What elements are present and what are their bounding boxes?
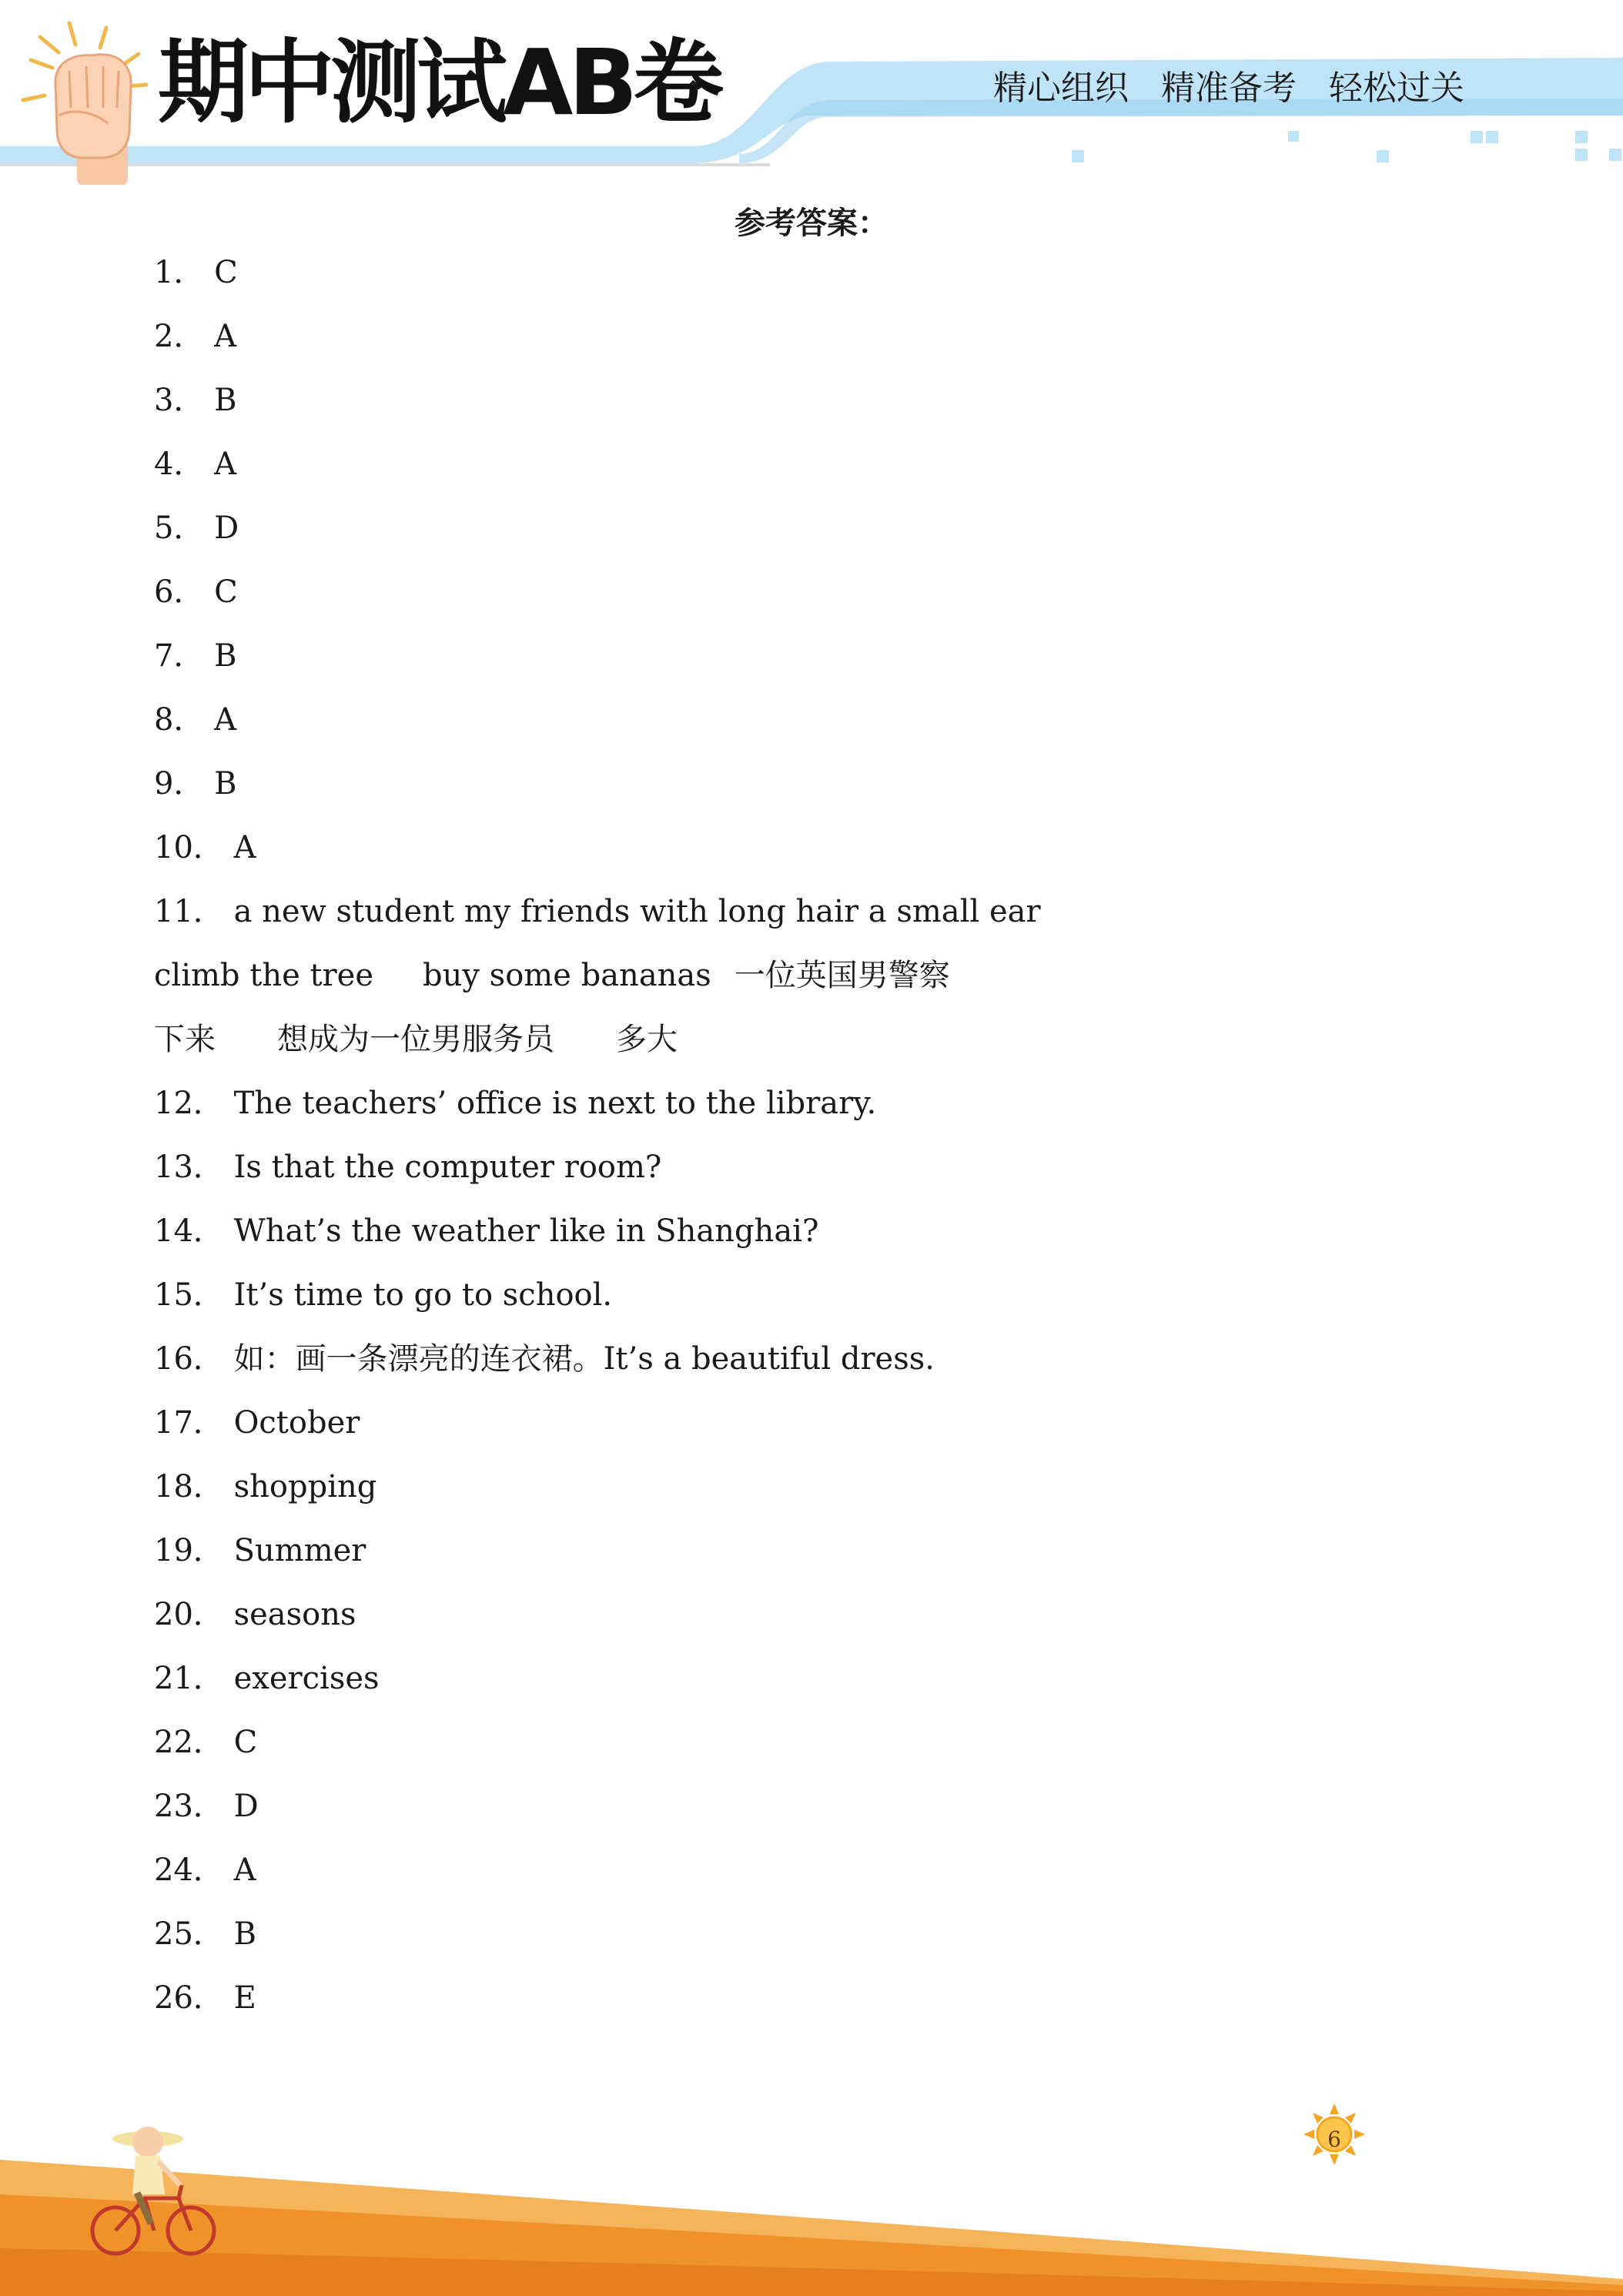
answer-item: 2． A [154,319,237,354]
answer-item: 14． What’s the weather like in Shanghai? [154,1213,819,1249]
answer-item: 21． exercises [154,1661,380,1696]
answer-item: 16． 如：画一条漂亮的连衣裙。It’s a beautiful dress. [154,1341,935,1377]
answer-item: 18． shopping [154,1469,377,1504]
answer-item: 22． C [154,1725,258,1760]
answer-item: 24． A [154,1853,256,1888]
answer-item: 25． B [154,1916,257,1952]
page-header [0,0,1623,185]
answer-item: 1． C [154,255,238,290]
footer-banner-graphic [0,2094,1623,2296]
answer-item: 5． D [154,510,239,546]
header-slogans [993,60,1497,109]
page-title: 期中测试AB卷 [158,29,720,136]
answer-phrase: buy some bananas [423,958,711,993]
slogan-2: 精准备考 [1161,69,1297,108]
answer-list [154,253,1041,2042]
answer-phrase: climb the tree [154,958,373,993]
answer-phrase: 多大 [616,1022,678,1057]
slogan-3: 轻松过关 [1329,69,1464,108]
answer-item: 15． It’s time to go to school. [154,1277,613,1313]
answer-item-continued [154,956,1041,1019]
answer-item: 13． Is that the computer room? [154,1150,662,1185]
answer-item: 20． seasons [154,1597,356,1632]
page-footer [0,2094,1623,2296]
answer-item: 11． a new student my friends with long hair a small ear [154,894,1041,929]
answer-item: 19． Summer [154,1533,366,1568]
answer-item: 8． A [154,702,237,738]
answer-phrase: 一位英国男警察 [734,958,950,993]
answer-item: 17． October [154,1405,360,1441]
answer-item: 4． A [154,447,237,482]
answer-item: 7． B [154,638,237,674]
answer-heading: 参考答案： [735,206,888,241]
slogan-1: 精心组织 [993,69,1129,108]
answer-item-continued [154,1019,1041,1083]
answer-item: 12． The teachers’ office is next to the library. [154,1086,877,1121]
answer-item: 26． E [154,1980,256,2016]
answer-phrase: 想成为一位男服务员 [277,1022,554,1057]
answer-item: 23． D [154,1789,259,1824]
answer-item: 9． B [154,766,237,802]
answer-item: 10． A [154,830,256,865]
answer-item: 3． B [154,383,237,418]
answer-phrase: 下来 [154,1022,216,1057]
page-number: 6 [1327,2127,1341,2152]
answer-item: 6． C [154,574,238,610]
